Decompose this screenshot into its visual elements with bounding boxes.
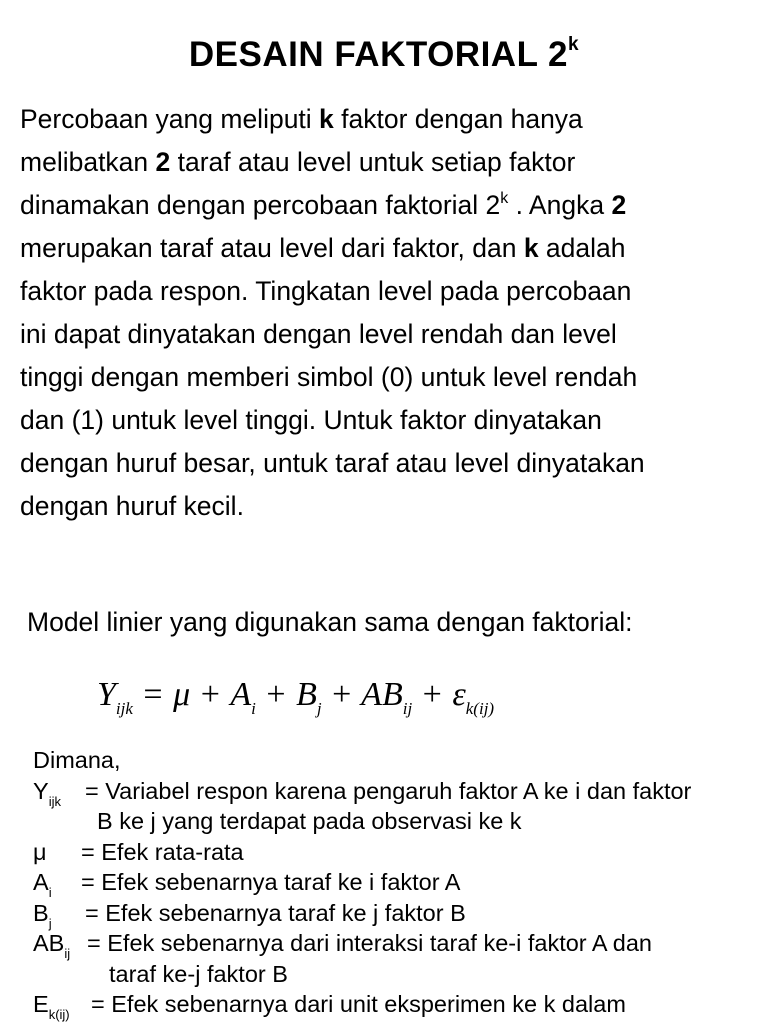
definition-symbol: $E_{k(ij)}$	[33, 991, 70, 1022]
definition-y-continued: B ke j yang terdapat pada observasi ke k	[97, 808, 522, 834]
paragraph-line: dengan huruf kecil.	[20, 491, 244, 521]
definition-ab	[33, 928, 758, 959]
paragraph-line: tinggi dengan memberi simbol (0) untuk level rendah	[20, 362, 638, 392]
definition-symbol: μ	[33, 838, 47, 865]
definition-e	[33, 989, 758, 1020]
intro-paragraph	[20, 98, 755, 528]
definition-mu	[33, 837, 758, 868]
definitions-list	[33, 745, 758, 1020]
definition-symbol: $A_i$	[33, 869, 52, 900]
definition-text: = Variabel respon karena pengaruh faktor A ke i dan faktor	[85, 777, 692, 804]
page-title	[0, 34, 768, 75]
linear-model-equation: $Y_{ijk} = \mu + A_i + B_j + AB_{ij} + \varepsilon_{k(ij)}$	[97, 676, 495, 718]
paragraph-line: faktor pada respon. Tingkatan level pada percobaan	[20, 276, 632, 306]
definition-symbol: $Y_{ijk}$	[33, 777, 61, 809]
paragraph-line: dengan huruf besar, untuk taraf atau level dinyatakan	[20, 448, 645, 478]
definitions-heading: Dimana,	[33, 747, 121, 773]
paragraph-line: dan (1) untuk level tinggi. Untuk faktor dinyatakan	[20, 405, 602, 435]
definition-a	[33, 867, 758, 898]
title-text: DESAIN FAKTORIAL 2	[188, 35, 569, 74]
model-intro-text: Model linier yang digunakan sama dengan faktorial:	[27, 607, 633, 637]
definition-text: = Efek sebenarnya dari interaksi taraf ke-i faktor A dan	[87, 930, 652, 956]
definition-ab-continued: taraf ke-j faktor B	[109, 960, 288, 987]
paragraph-line: ini dapat dinyatakan dengan level rendah dan level	[20, 319, 617, 349]
definition-text: = Efek rata-rata	[81, 838, 244, 865]
title-superscript: k	[568, 34, 580, 55]
definition-symbol: $B_j$	[33, 899, 52, 931]
paragraph-line: merupakan taraf atau level dari faktor, dan k adalah	[20, 233, 626, 263]
definition-y	[33, 776, 758, 807]
paragraph-line: melibatkan 2 taraf atau level untuk setiap faktor	[20, 147, 576, 177]
definition-symbol: $AB_{ij}$	[33, 930, 71, 961]
definition-text: = Efek sebenarnya taraf ke i faktor A	[81, 869, 461, 895]
definition-text: = Efek sebenarnya dari unit eksperimen ke k dalam	[91, 991, 626, 1017]
definition-b	[33, 898, 758, 929]
paragraph-line: Percobaan yang meliputi k faktor dengan hanya	[20, 104, 583, 134]
definition-text: = Efek sebenarnya taraf ke j faktor B	[85, 899, 466, 926]
paragraph-line: dinamakan dengan percobaan faktorial 2$^k$ . Angka 2	[20, 190, 627, 220]
